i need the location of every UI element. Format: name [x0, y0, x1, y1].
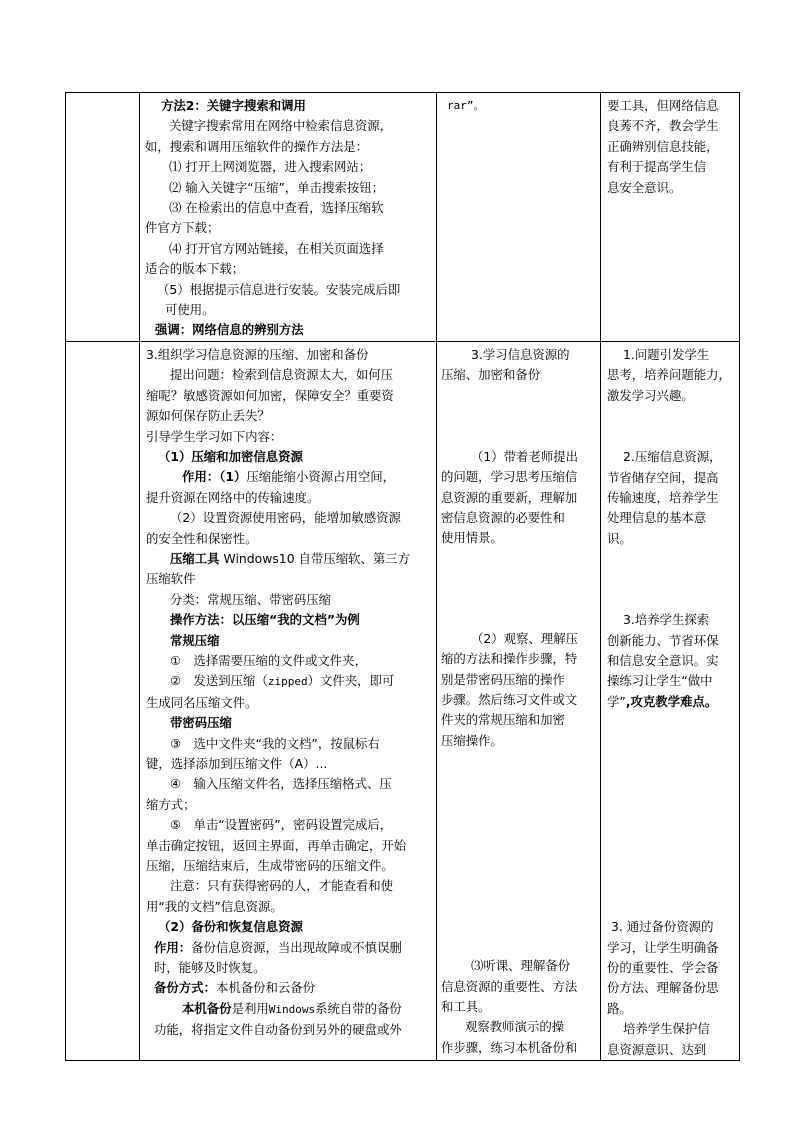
- intent-line: 思考，培养问题能力，: [607, 367, 731, 383]
- student-line: 步骤。然后练习文件或文: [441, 691, 578, 707]
- local-backup-cont: 功能，将指定文件自动备份到另外的硬盘或外: [154, 1022, 402, 1038]
- intent-line: 息资源意识、达到: [607, 1041, 707, 1057]
- blank-column-cell: [66, 93, 140, 342]
- table-row: [66, 93, 740, 342]
- student-line: 的问题，学习思考压缩信: [441, 469, 578, 485]
- intent-line: 学”: [607, 693, 626, 709]
- method2-step: ⑶ 在检索出的信息中查看，选择压缩软: [169, 200, 384, 216]
- design-intent-cell: [601, 341, 740, 1060]
- method2-title: 方法2：关键字搜索和调用: [161, 98, 306, 113]
- tools-text: Windows10 自带压缩软、第三方: [219, 550, 411, 566]
- backup-method-text: 本机备份和云备份: [215, 980, 316, 996]
- function-label: 作用：（1）: [182, 469, 247, 485]
- method2-step: ⑷ 打开官方网站链接，在相关页面选择: [169, 240, 384, 256]
- password-step: 键，选择添加到压缩文件（A）...: [146, 756, 328, 771]
- password-step: ⑤ 单击“设置密码”，密码设置完成后，: [170, 817, 393, 833]
- intent-line: 良莠不齐，教会学生: [607, 118, 719, 134]
- table-row: [66, 341, 740, 1060]
- backup-function-label: 作用：: [154, 939, 192, 955]
- method2-step: 适合的版本下载；: [145, 261, 245, 277]
- normal-step: ② 发送到压缩（: [170, 673, 268, 689]
- intent-line: 处理信息的基本意: [607, 510, 707, 526]
- student-line: （1）带着老师提出: [471, 448, 579, 464]
- password-step: 压缩，压缩结束后，生成带密码的压缩文件。: [146, 858, 394, 874]
- student-activity-cell: [437, 93, 601, 342]
- password-compress-title: 带密码压缩: [170, 715, 232, 731]
- normal-step: ① 选择需要压缩的文件或文件夹，: [170, 652, 367, 668]
- student-line: 和工具。: [441, 998, 491, 1014]
- student-activity-cell: [437, 341, 601, 1060]
- intent-line: 节省储存空间，提高: [607, 469, 719, 485]
- intent-line: 3. 通过备份资源的: [611, 919, 714, 935]
- intent-line: 传输速度，培养学生: [607, 489, 719, 505]
- section-title: 3.组织学习信息资源的压缩、加密和备份: [146, 346, 369, 362]
- rar-text: rar”。: [447, 99, 485, 112]
- intent-line: 正确辨别信息技能，: [607, 138, 719, 154]
- method2-step: ⑵ 输入关键字“压缩”，单击搜索按钮；: [169, 179, 385, 195]
- teacher-activity-cell: [140, 93, 437, 342]
- tools-label: 压缩工具: [170, 550, 220, 566]
- method2-step: 可使用。: [165, 302, 215, 318]
- student-line: 件夹的常规压缩和加密: [441, 712, 565, 728]
- method2-intro-line: 关键字搜索常用在网络中检索信息资源，: [169, 118, 393, 134]
- intent-line: 学习，让学生明确备: [607, 939, 719, 955]
- student-line: 使用情景。: [441, 530, 503, 546]
- normal-compress-title: 常规压缩: [170, 632, 220, 648]
- student-line: ⑶听课、理解备份: [471, 958, 571, 974]
- student-line: 密信息资源的必要性和: [441, 509, 565, 525]
- student-line: 3.学习信息资源的: [471, 346, 570, 362]
- windows-text: Windows: [268, 1002, 316, 1016]
- question-line: 源如何保存防止丢失？: [146, 408, 270, 424]
- method2-step: ⑴ 打开上网浏览器，进入搜索网站；: [169, 159, 372, 175]
- note-line: 用“我的文档”信息资源。: [146, 898, 283, 914]
- password-step: 单击确定按钮，返回主界面，再单击确定，开始: [146, 837, 407, 853]
- intent-line: 激发学习兴趣。: [607, 387, 694, 403]
- local-backup-label: 本机备份: [182, 1000, 232, 1016]
- lesson-plan-table: [65, 92, 740, 1061]
- normal-step: ）文件夹，即可: [307, 673, 395, 689]
- design-intent-cell: [601, 93, 740, 342]
- backup-function-text: 时，能够及时恢复。: [154, 960, 266, 976]
- method2-step: （5）根据提示信息进行安装。安装完成后即: [157, 281, 401, 297]
- student-line: 别是带密码压缩的操作: [441, 671, 565, 687]
- intent-line: 要工具，但网络信息: [607, 98, 719, 113]
- intent-line: 和信息安全意识。实: [607, 652, 719, 668]
- password-step: ③ 选中文件夹“我的文档”，按鼠标右: [170, 735, 380, 751]
- intent-line: 2.压缩信息资源，: [623, 449, 722, 465]
- student-line: 观察教师演示的操: [465, 1019, 565, 1035]
- student-line: 作步骤，练习本机备份和: [441, 1039, 578, 1055]
- intent-line: 份的重要性、学会备: [607, 959, 719, 975]
- backup-method-label: 备份方式：: [154, 980, 216, 996]
- classify-line: 分类：常规压缩、带密码压缩: [170, 591, 332, 607]
- question-line: 缩呢？敏感资源如何加密，保障安全？重要资: [146, 387, 394, 403]
- subsection-title: （2）备份和恢复信息资源: [158, 919, 303, 935]
- student-line: 信息资源的重要性、方法: [441, 978, 578, 994]
- guide-line: 引导学生学习如下内容：: [146, 428, 283, 444]
- note-line: 注意：只有获得密码的人，才能查看和使: [170, 878, 394, 894]
- intent-line: 息安全意识。: [607, 179, 682, 195]
- normal-step: 生成同名压缩文件。: [146, 694, 258, 710]
- student-line: 缩的方法和操作步骤，特: [441, 651, 578, 667]
- method-title: 操作方法：以压缩“我的文档”为例: [170, 612, 360, 628]
- intent-line: 培养学生保护信: [623, 1021, 710, 1037]
- student-line: （2）观察、理解压: [471, 630, 579, 646]
- student-line: 压缩、加密和备份: [441, 367, 541, 383]
- difficulty-highlight: ,攻克教学难点。: [625, 693, 718, 709]
- tools-cont: 压缩软件: [146, 571, 196, 587]
- function-text: 压缩能缩小资源占用空间，: [246, 469, 396, 485]
- intent-line: 3.培养学生探索: [623, 612, 710, 628]
- function-cont: 提升资源在网络中的传输速度。: [146, 489, 320, 505]
- backup-function-text: 备份信息资源，当出现故障或不慎误删: [191, 939, 402, 955]
- blank-column-cell: [66, 341, 140, 1060]
- local-backup-text: 系统自带的备份: [315, 1000, 402, 1016]
- intent-line: 操练习让学生“做中: [607, 673, 713, 689]
- student-line: 压缩操作。: [441, 732, 503, 748]
- intent-line: 识。: [607, 530, 632, 546]
- function2-line: （2）设置资源使用密码，能增加敏感资源: [170, 510, 401, 526]
- local-backup-text: 是利用: [231, 1000, 269, 1016]
- password-step: 缩方式；: [146, 796, 196, 812]
- password-step: ④ 输入压缩文件名，选择压缩格式、压: [170, 776, 392, 792]
- intent-line: 创新能力、节省环保: [607, 632, 719, 648]
- method2-intro-line: 如，搜索和调用压缩软件的操作方法是：: [145, 138, 369, 154]
- method2-step: 件官方下载；: [145, 220, 220, 236]
- function2-line: 的安全性和保密性。: [146, 530, 258, 546]
- teacher-activity-cell: [140, 341, 437, 1060]
- question-line: 提出问题：检索到信息资源太大，如何压: [170, 367, 394, 383]
- intent-line: 份方法、理解备份思: [607, 980, 719, 996]
- intent-line: 路。: [607, 1000, 632, 1016]
- emphasis-note: 强调：网络信息的辨别方法: [155, 322, 304, 338]
- intent-line: 有利于提高学生信: [607, 159, 707, 175]
- intent-line: 1.问题引发学生: [623, 346, 710, 362]
- zipped-text: zipped: [267, 675, 308, 689]
- student-line: 息资源的重要新，理解加: [441, 489, 578, 505]
- subsection-title: （1）压缩和加密信息资源: [158, 448, 303, 464]
